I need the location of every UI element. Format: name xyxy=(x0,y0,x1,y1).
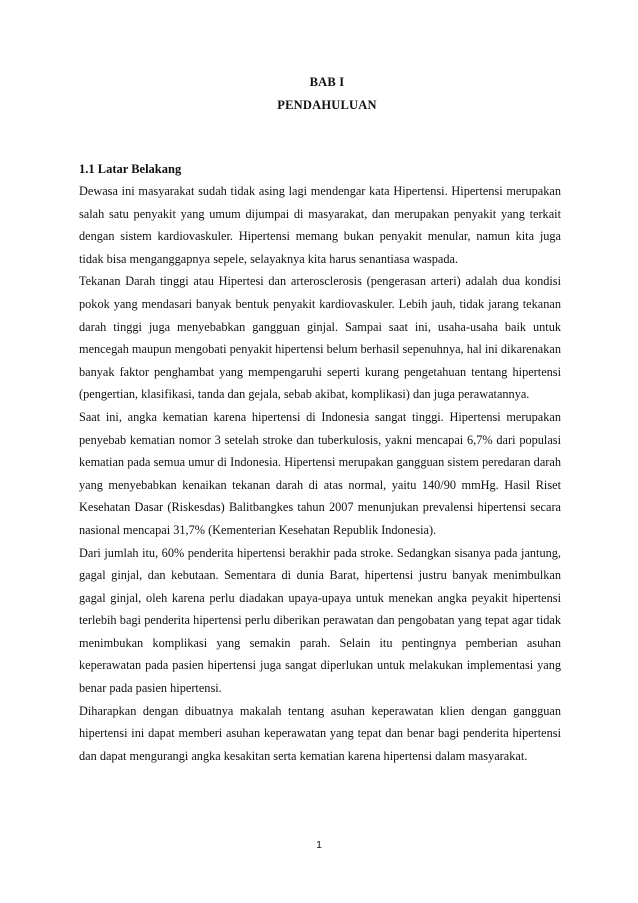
body-text xyxy=(79,180,561,767)
chapter-number: BAB I xyxy=(309,75,345,89)
paragraph: Saat ini, angka kematian karena hipertensi di Indonesia sangat tinggi. Hipertensi merupakan penyebab kematian nomor 3 setelah stroke dan tuberkulosis, yakni mencapai 6,7% dari populasi kematian pada semua umur di Indonesia. Hipertensi merupakan gangguan sistem peredaran darah yang menyebabkan kenaikan tekanan darah di atas normal, yaitu 140/90 mmHg. Hasil Riset Kesehatan Dasar (Riskesdas) Balitbangkes tahun 2007 menunjukan prevalensi hipertensi secara nasional mencapai 31,7% (Kementerian Kesehatan Republik Indonesia). xyxy=(79,409,561,537)
paragraph: Tekanan Darah tinggi atau Hipertesi dan arterosclerosis (pengerasan arteri) adalah dua kondisi pokok yang mendasari banyak bentuk penyakit kardiovaskuler. Lebih jauh, tidak jarang tekanan darah tinggi juga menyebabkan gangguan ginjal. Sampai saat ini, usaha-usaha baik untuk mencegah maupun mengobati penyakit hipertensi belum berhasil sepenuhnya, hal ini dikarenakan banyak faktor penghambat yang mempengaruhi seperti kurang pengetahuan tentang hipertensi (pengertian, klasifikasi, tanda dan gejala, sebab akibat, komplikasi) dan juga perawatannya. xyxy=(79,274,561,402)
page-number: 1 xyxy=(316,839,322,851)
paragraph: Dari jumlah itu, 60% penderita hipertensi berakhir pada stroke. Sedangkan sisanya pada jantung, gagal ginjal, dan kebutaan. Sementara di dunia Barat, hipertensi justru banyak menimbulkan gagal ginjal, oleh karena perlu diadakan upaya-upaya untuk menekan angka peyakit hipertensi terlebih bagi penderita hipertensi perlu diberikan perawatan dan pengobatan yang tepat agar tidak menimbukan komplikasi yang semakin parah. Selain itu pentingnya pemberian asuhan keperawatan pada pasien hipertensi juga sangat diperlukan untuk melakukan implementasi yang benar pada pasien hipertensi. xyxy=(79,545,561,696)
paragraph: Diharapkan dengan dibuatnya makalah tentang asuhan keperawatan klien dengan gangguan hipertensi ini dapat memberi asuhan keperawatan yang tepat dan benar bagi penderita hipertensi dan dapat mengurangi angka kesakitan serta kematian karena hipertensi dalam masyarakat. xyxy=(79,703,561,763)
paragraph: Dewasa ini masyarakat sudah tidak asing lagi mendengar kata Hipertensi. Hipertensi merupakan salah satu penyakit yang umum dijumpai di masyarakat, dan merupakan penyakit yang terkait dengan sistem kardiovaskuler. Hipertensi memang bukan penyakit menular, namun kita juga tidak bisa menganggapnya sepele, selayaknya kita harus senantiasa waspada. xyxy=(79,184,561,266)
section-heading: 1.1 Latar Belakang xyxy=(79,162,182,176)
chapter-title: PENDAHULUAN xyxy=(277,98,377,112)
